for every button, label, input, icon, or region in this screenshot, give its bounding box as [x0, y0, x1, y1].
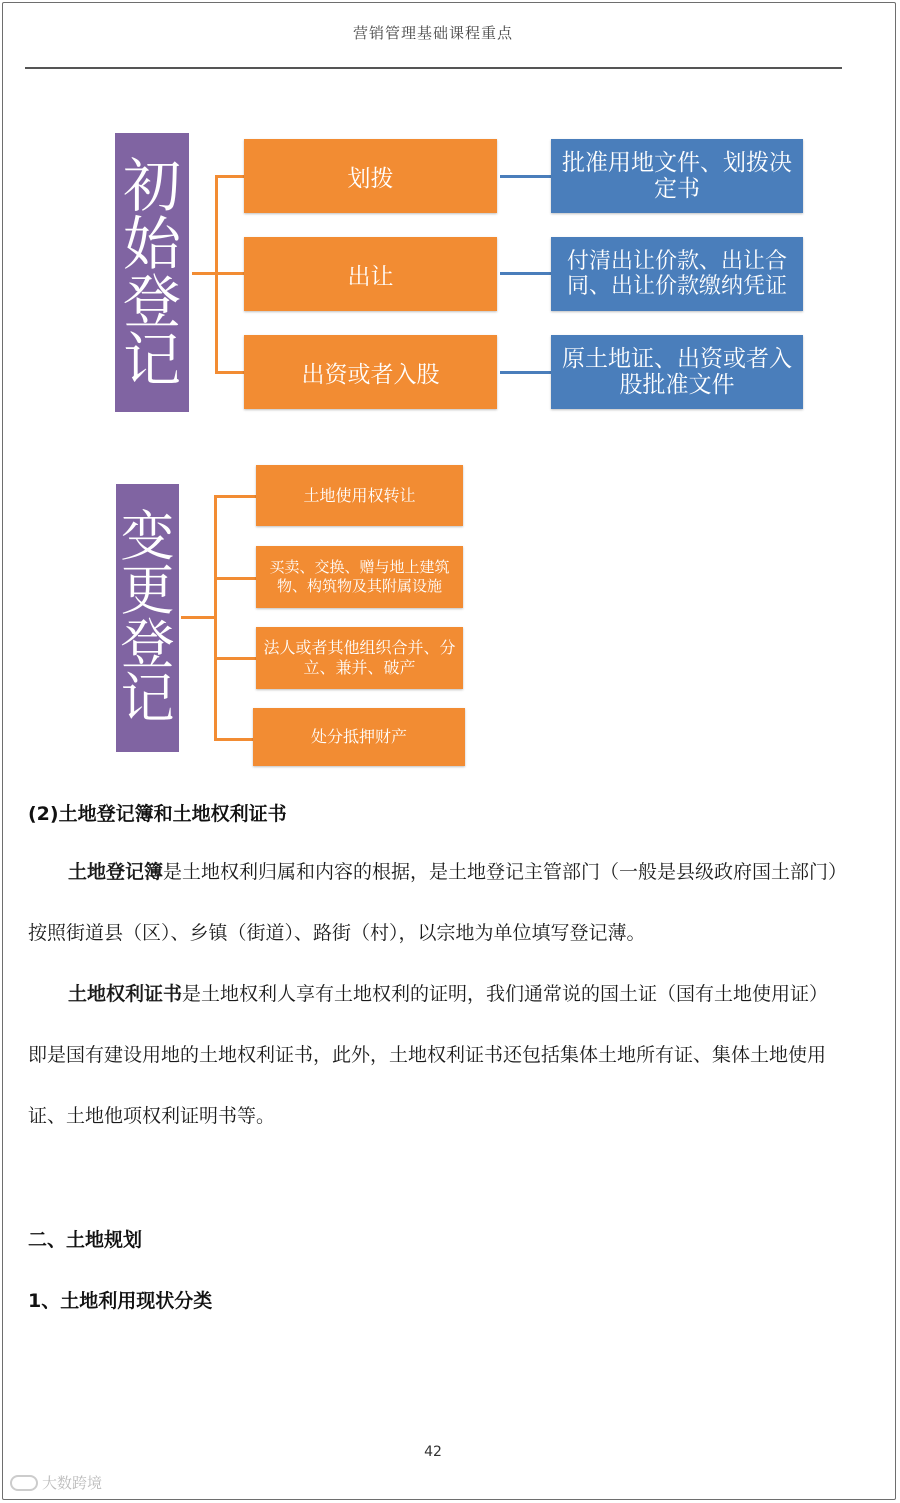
connector — [214, 738, 256, 741]
connector — [192, 272, 216, 275]
term-land-register: 土地登记簿 — [68, 861, 164, 883]
connector — [214, 657, 256, 660]
connector — [500, 175, 551, 178]
watermark-logo-icon — [10, 1475, 38, 1491]
page-number: 42 — [424, 1444, 442, 1460]
transfer-box: 出让 — [244, 237, 497, 311]
connector — [215, 175, 244, 178]
label-char: 登 — [120, 613, 175, 676]
land-use-classification-heading: 1、土地利用现状分类 — [28, 1290, 213, 1312]
label-char: 始 — [122, 209, 181, 278]
land-use-transfer-box: 土地使用权转让 — [256, 465, 463, 526]
buildings-transfer-box: 买卖、交换、赠与地上建筑物、构筑物及其附属设施 — [256, 546, 463, 608]
term-land-certificate: 土地权利证书 — [68, 983, 183, 1005]
connector — [181, 616, 215, 619]
label-char: 变 — [120, 505, 175, 568]
connector — [214, 577, 256, 580]
paragraph-text: 是土地权利人享有土地权利的证明，我们通常说的国土证（国有土地使用证）即是国有建设用地的土地权利证书，此外，土地权利证书还包括集体土地所有证、集体土地使用证、土地他项权利证明书等。 — [28, 983, 829, 1127]
section-heading: (2)土地登记簿和土地权利证书 — [28, 803, 287, 825]
label-char: 记 — [122, 325, 181, 394]
watermark — [10, 1472, 102, 1493]
merger-division-box: 法人或者其他组织合并、分立、兼并、破产 — [256, 627, 463, 689]
capital-contribution-box: 出资或者入股 — [244, 335, 497, 409]
change-registration-label — [116, 484, 179, 752]
connector — [500, 272, 551, 275]
connector — [500, 371, 551, 374]
connector — [215, 371, 244, 374]
connector — [215, 272, 244, 275]
allocation-box: 划拨 — [244, 139, 497, 213]
initial-registration-label — [115, 133, 189, 412]
land-certificate-paragraph — [28, 964, 846, 1147]
label-char: 更 — [120, 559, 175, 622]
label-char: 初 — [122, 151, 181, 220]
capital-docs-box: 原土地证、出资或者入股批准文件 — [551, 335, 803, 409]
transfer-docs-box: 付清出让价款、出让合同、出让价款缴纳凭证 — [551, 237, 803, 311]
page-header-title: 营销管理基础课程重点 — [352, 24, 513, 42]
label-char: 登 — [122, 267, 181, 336]
land-planning-heading: 二、土地规划 — [28, 1229, 143, 1251]
watermark-text: 大数跨境 — [42, 1474, 103, 1492]
land-register-paragraph — [28, 842, 846, 964]
label-char: 记 — [120, 667, 175, 730]
connector — [214, 495, 217, 740]
paragraph-text: 是土地权利归属和内容的根据，是土地登记主管部门（一般是县级政府国土部门）按照街道县（区）、乡镇（街道）、路街（村），以宗地为单位填写登记薄。 — [28, 861, 838, 944]
allocation-docs-box: 批准用地文件、划拨决定书 — [551, 139, 803, 213]
header-divider — [25, 67, 842, 69]
connector — [214, 495, 256, 498]
mortgage-disposal-box: 处分抵押财产 — [253, 708, 465, 766]
